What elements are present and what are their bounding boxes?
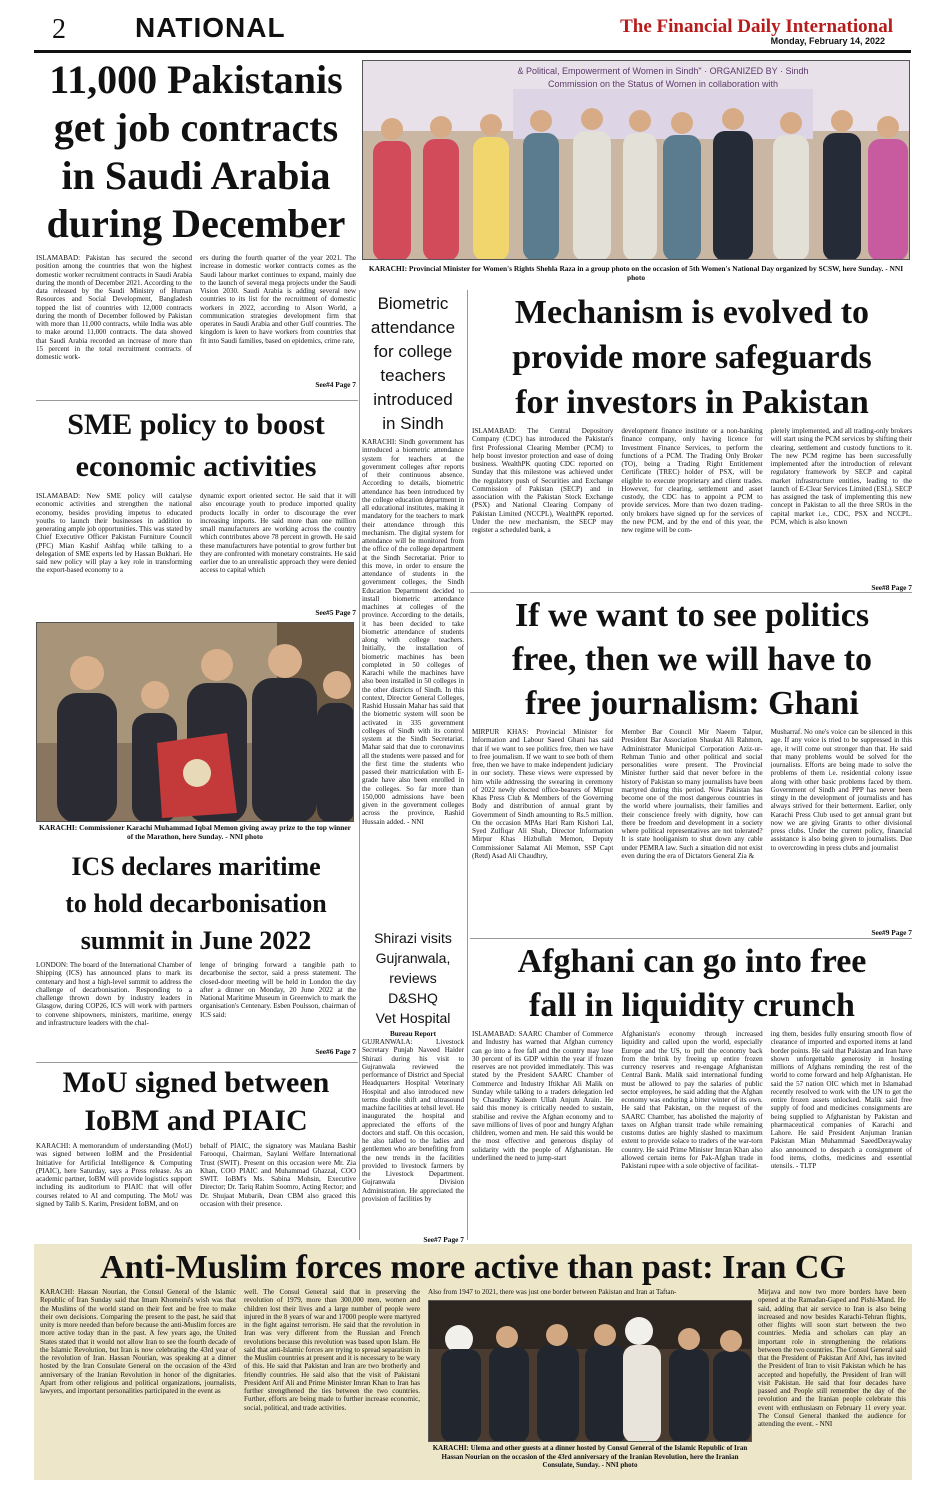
article-shirazi [362, 928, 464, 1244]
section-title: NATIONAL [135, 12, 286, 43]
article-free-journalism [472, 594, 912, 938]
continued-link[interactable]: See#9 Page 7 [871, 928, 912, 937]
article-body: pletely implemented, and all trading-only brokers will start using the PCM services by shifting their clearing, settlement and custody functions to it. The new PCM regime has been successfully implemented after the introduction of relevant regulatory framework by SECP and capital market infrastructure entities, leading to the launch of E-Clear Services Limited (ESL). SECP has assigned the task of implementing this new concept in Pakistan to all the three SROs in the capital market i.e., CDC, PSX and NCCPL. PCM, which is also known [770, 427, 912, 526]
article-body: Mirjava and now two more borders have been opened at the Ramadan-Gaped and Pishi-Mand. He said, adding that air service to Iran is also being increased and now besides Karachi-Tehran flights, other flights will soon start between the two countries. Media and scholars can play an important role in strengthening the relations between the two countries. The Consul General said that the President of Pakistan Arif Alvi, has invited the President of Iran to visit Pakistan which he has accepted and hopefully, the President of Iran will visit Pakistan. He said that four decades have passed and People still remember the day of the revolution and the Iranian people celebrate this event with enthusiasm on February 11 every year. The Consul General thanked the audience for attending the event. - NNI [758, 1288, 906, 1428]
article-body: Also from 1947 to 2021, there was just one border between Pakistan and Iran at Taftan- [428, 1288, 677, 1296]
continued-link[interactable]: See#6 Page 7 [315, 1047, 356, 1056]
photo-iran-dinner [428, 1300, 752, 1442]
article-body: LONDON: The board of the International Chamber of Shipping (ICS) has announced plans to mark its centenary and host a high-level summit to address the challenge of decarbonisation. Responding to a challenge thrown down by industry leaders in Glasgow, during COP26, ICS will work with partners to convene shipowners, ministers, maritime, energy and infrastructure leaders with the chal- [36, 961, 192, 1027]
article-body: KARACHI: A memorandum of understanding (MoU) was signed between IoBM and the Presidential Initiative for Artificial Intelligence & Computing (PIAIC), here Saturday, says a Press release. As an academic partner, IoBM will provide logistics support including its auditorium to PIAIC that will offer courses related to AI and computing. The MoU was signed by Talib S. Karim, President IoBM, and on [36, 1142, 192, 1208]
article-body: development finance institute or a non-banking finance company, only having licence for Investment Finance Services, to perform the functions of a PCM. The Trading Only Broker (TO), being a Trading Right Entitlement Certificate (TREC) holder of PSX, will be eligible to execute proprietary and client trades. However, for clearing, settlement and asset custody, the CDC has to appoint a PCM to provide services. More than two dozen trading-only brokers have signed up for the services of the new PCM, and by the end of this year, the new regime will be com- [621, 427, 763, 534]
photo-caption: KARACHI: Ulema and other guests at a dinner hosted by Consul General of the Islamic Republic of Iran Hassan Nourian on the occasion of the 43rd anniversary of the Iranian Revolution, here the Iranian Consulate, Sunday. - NNI photo [432, 1444, 748, 1469]
headline: SME policy to boost economic activities [67, 408, 325, 483]
photo-womens-day [362, 60, 910, 260]
article-iran-cg [34, 1244, 912, 1480]
photo-image [429, 1301, 752, 1442]
article-mou-iobm [36, 1064, 356, 1240]
continued-link[interactable]: See#7 Page 7 [423, 1235, 464, 1244]
article-biometric [362, 292, 464, 922]
article-investor-safeguards [472, 290, 912, 593]
photo-banner-text: & Political, Empowerment of Women in Sindh" · ORGANIZED BY · Sindh Commission on the Status of Women in collaboration with [517, 66, 809, 89]
article-ics-maritime [36, 848, 356, 1057]
article-body: MIRPUR KHAS: Provincial Minister for Information and Labour Saeed Ghani has said that if we want to see politics free, then we have to free journalism. If we want to see both of them free, then we have to make independent judiciary in our society. These views were expressed by him while addressing the swearing in ceremony of 2022 newly elected office-bearers of Mirpur Khas Press Club & Members of the Governing Body and distribution of annual grant by Government of Sindh amounting to Rs.5 million. On the occasion MPAs Hari Ram Kishori Lal, Syed Zulfiqar Ali Shah, Director Information Mirpur Khas Hizbullah Memon, Deputy Commissioner Salamat Ali Memon, SSP Capt (Retd) Asad Ali Chaudhry, [472, 728, 614, 860]
page-number: 2 [52, 14, 66, 45]
headline: ICS declares maritime to hold decarbonisation summit in June 2022 [65, 852, 327, 955]
article-body: ISLAMABAD: New SME policy will catalyse economic activities and strengthen the national economy, besides providing impetus to educated youths to launch their businesses in addition to generating ample job opportunities. This was stated by Chief Executive Officer Pakistan Furniture Council (PFC) Mian Kashif Ashfaq while talking to a delegation of SME experts led by Hassan Bukhari. He said new policy will play a key role in transforming the export-based economy to a [36, 492, 192, 575]
article-body: ISLAMABAD: The Central Depository Company (CDC) has introduced the Pakistan's first Professional Clearing Member (PCM) to help boost investor protection and ease of doing business. WealthPK quoting CDC reported on Sunday that this milestone was achieved under the regulatory push of Securities and Exchange Commission of Pakistan (SECP) and in association with the Pakistan Stock Exchange (PSX) and National Clearing Company of Pakistan Limited (NCCPL), WealthPK reported. Under the new mechanism, the SECP may register a scheduled bank, a [472, 427, 614, 534]
article-body: Musharraf. No one's voice can be silenced in this age. If any voice is tried to be suppressed in this age, it will come out stronger than that. He said that many problems would be solved for the journalists. Efforts are being made to solve the problems of them i.e. residential colony issue along with other basic problems faced by them. Government of Sindh and PPP has never been stingy in the development of journalists and has always strived for their betterment. Earlier, only Karachi Press Club used to get annual grant but now we are giving Grants to other divisional press clubs. Under the current policy, financial assistance is also being given to journalists. Due to overcrowding in press clubs and journalist [770, 728, 912, 852]
headline: MoU signed between IoBM and PIAIC [62, 1066, 330, 1137]
paper-date: Monday, February 14, 2022 [770, 36, 885, 46]
article-body: ers during the fourth quarter of the year 2021. The increase in domestic worker contracts comes as the Saudi labour market continues to expand, mainly due to the launch of several mega projects under the Saudi Vision 2030. Saudi Arabia is adding several new countries to its list for the recruitment of domestic workers in 2022, according to Alson World, a communication strategies development firm that operates in Saudi Arabia and other Gulf countries. The kingdom is keen to have workers from countries that fit into Saudi families, based on epidemics, crime rate, [200, 254, 356, 345]
headline: Shirazi visits Gujranwala, reviews D&SHQ Vet Hospital [374, 930, 452, 1026]
article-body: ISLAMABAD: SAARC Chamber of Commerce and Industry has warned that Afghan currency can go into a free fall and the country may lose 30 percent of its GDP within the year if frozen reserves are not provided immediately. This was stated by the President SAARC Chamber of Commerce and Industry Iftikhar Ali Malik on Sunday while talking to a traders delegation led by Chaudhry Kaleem Ullah Anjum Arain. He said this money is critically needed to sustain, stabilise and revive the Afghan economy and to save millions of lives of poor and hungry Afghan children, women and men. He said this would be the most effective and generous display of solidarity with the people of Afghanistan. He underlined the need to jump-start [472, 1030, 614, 1162]
article-body: dynamic export oriented sector. He said that it will also encourage youth to produce imported quality products locally in order to discourage the ever increasing imports. He said more than one million small manufacturers are working across the country which contributes above 78 percent in growth. He said these manufacturers have potential to grow further but they are confronted with monetary constraints. He said earlier due to an unrealistic approach they were denied access to capital which [200, 492, 356, 575]
paper-masthead: The Financial Daily International [620, 16, 893, 37]
article-body: ing them, besides fully ensuring smooth flow of clearance of imported and exported items at land border points. He said that Pakistan and Iran have shown unforgettable generosity in hosting millions of Afghans reminding the rest of the world to come forward and help Afghanistan. He said the 57 nation OIC which met in Islamabad recently resolved to work with the UN to get the entire frozen assets unlocked. Malik said free supply of food and medicines consignments are being supplied to Afghanistan by Pakistan and pharmaceutical companies of Karachi and Lahore. He said President Anjuman Iranian Pakistan Mian Muhammad SaeedDeraywalay also announced to despatch a consignment of food items, cloths, medicines and essential utensils. - TLTP [770, 1030, 912, 1170]
article-body: Afghanistan's economy through increased liquidity and called upon the world, especially Europe and the US, to pull the economy back from the brink by freeing up entire frozen currency reserves and re-engage Afghanistan Central Bank. Malik said international funding must be allowed to pay the salaries of public sector employees, he said adding that the Afghan economy was enduring a bitter winter of its own. He said that Pakistan, on the request of the SAARC Chamber, has abolished the majority of taxes on Afghan transit trade while remaining customs duties are highly slashed to maximum extent to provide solace to traders of the war-torn country. He said Prime Minister Imran Khan also allowed certain items for Pak-Afghan trade in Pakistani rupee with a sole objective of facilitat- [621, 1030, 763, 1170]
article-body: well. The Consul General said that in preserving the revolution of 1979, more than 300,000 men, women and children lost their lives and a large number of people were injured in the 8 years of war and 17000 people were martyred in the fight against terrorism. He said that the revolution in Iran was very different from the Russian and French revolutions because this revolution was based upon Islam. He said that anti-Islamic forces are trying to spread separatism in the Muslim countries at present and it is necessary to be wary of this. He said that Pakistan and Iran are two brotherly and friendly countries. He said also that the visit of Pakistani President Arif Ali and Prime Minister Imran Khan to Iran has further strengthened the ties between the two countries. Further, efforts are being made to further increase economic, social, political, and trade activities. [244, 1288, 420, 1412]
article-body: ISLAMABAD: Pakistan has secured the second position among the countries that won the highest domestic worker recruitment contracts in Saudi Arabia during the month of December 2021. According to the data released by the Saudi Ministry of Human Resources and Social Development, Bangladesh topped the list of countries with 12,000 contracts during the month of December followed by Pakistan with more than 11,000 contracts, while India was able to make around 11,000 contracts. The data showed that Saudi Arabia recorded an increase of more than 15 percent in the total recruitment contracts of domestic work- [36, 254, 192, 361]
photo-image [37, 623, 354, 822]
headline: Biometric attendance for college teachers introduced in Sindh [370, 294, 456, 433]
article-body: GUJRANWALA: Livestock Secretary Punjab Naveed Haider Shirazi during his visit to Gujranwala reviewed the performance of District and Special Headquarters Hospital Veterinary Hospital and also introduced new terms double shift and ultrasound machine facilities at tehsil level. He inaugurated the hospital and appreciated the efforts of the doctors and staff. On this occasion, he also talked to the ladies and gentlemen who are benefiting from the new trends in the facilities provided to livestock farmers by the Livestock Department. Gujranwala Division Administration. He appreciated the provision of facilities by [362, 1038, 464, 1203]
headline: Mechanism is evolved to provide more safeguards for investors in Pakistan [512, 294, 872, 421]
headline: Afghani can go into free fall in liquidity crunch [517, 943, 867, 1024]
byline: Bureau Report [390, 1030, 436, 1038]
headline: Anti-Muslim forces more active than past: Iran CG [100, 1249, 846, 1286]
article-afghani [472, 940, 912, 1238]
article-body: behalf of PIAIC, the signatory was Maulana Bashir Farooqui, Chairman, Saylani Welfare International Trust (SWIT). Present on this occasion were Mr. Zia Khan, COO PIAIC and Muhammad Ghazzal, COO SWIT. IoBM's Ms. Sabina Mohsin, Executive Director; Dr. Tariq Rahim Soomro, Acting Rector; and Dr. Shujaat Mubarik, Dean CBM also graced this occasion with their presence. [200, 1142, 356, 1208]
article-body: lenge of bringing forward a tangible path to decarbonise the sector, said a press statement. The closed-door meeting will be held in London the day after a dinner on Monday, 20 June 2022 at the National Maritime Museum in Greenwich to mark the organisation's Centenary. Esben Poulsson, chairman of ICS said: [200, 961, 356, 1019]
header-rule [34, 50, 911, 53]
photo-marathon [36, 622, 354, 822]
continued-link[interactable]: See#5 Page 7 [315, 608, 356, 617]
article-sme-policy [36, 404, 356, 618]
photo-caption: KARACHI: Commissioner Karachi Muhammad Iqbal Memon giving away prize to the top winner of the Marathon, here Sunday. - NNI photo [39, 823, 351, 841]
article-saudi-jobs [36, 56, 356, 390]
headline: 11,000 Pakistanis get job contracts in Saudi Arabia during December [46, 57, 346, 246]
article-body: KARACHI: Hassan Nourian, the Consul General of the Islamic Republic of Iran Sunday said that Imam Khomeini's wish was that the Muslims of the world stand on their feet and be free to make their own decisions. Comparing the present to the past, he said that unity is more needed than before because the anti-Muslim forces are more active today than in the past. A few years ago, the United States stated that it would not allow Iran to see the fourth decade of the Islamic Revolution, but Iran is now celebrating the 43rd year of the revolution of Iran. Hassan Nourian, was speaking at a dinner hosted by the Iran Consulate General on the occasion of the 43rd anniversary of the Iranian Revolution in honor of the dignitaries. Apart from other religious and political organizations, journalists, lawyers, and important personalities participated in the event as [40, 1288, 236, 1395]
continued-link[interactable]: See#8 Page 7 [871, 583, 912, 592]
article-body: KARACHI: Sindh government has introduced a biometric attendance system for teachers at the government colleges after reports of their continuous absence. According to details, biometric attendance has been introduced by the college education department in all educational institutes, making it mandatory for the teachers to mark their attendance through this mechanism. The digital system for attendance will be monitored from the office of the college department at the Sindh Secretariat. Prior to this move, in order to ensure the attendance of students in the government colleges, the Sindh Education Department decided to install biometric attendance machines at colleges of the province. According to the details, it has been decided to take biometric attendance of students along with college teachers. Initially, the installation of biometric machines has been completed in 50 colleges of Karachi while the machines have also been installed in 50 colleges in the other districts of Sindh. In this context, Director General Colleges, Rashid Hussain Mahar has said that the biometric system will soon be activated in 335 government colleges of Sindh with its control system at the Sindh Secretariat. Mahar said that due to coronavirus all the students were passed and for the first time the students who passed their matriculation with E-grade have also been enrolled in the colleges. So far more than 150,000 admissions have been given in the government colleges across the province, Rashid Hussain added. - NNI [362, 438, 464, 826]
article-body: Member Bar Council Mir Naeem Talpur, President Bar Association Shaukat Ali Rahmon, Administrator Municipal Corporation Aziz-ur-Rehman Tunio and other political and social personalities were present. The Provincial Minister further said that never before in the history of Pakistan so many journalists have been martyred during this period. Now Pakistan has become one of the most dangerous countries in the world where journalists, their families and their conscience freely with dignity, how can there be freedom and development in a society where political representatives are not tolerated? It is state hooliganism to shut down any cable under PEMRA law. Such a situation did not exist even during the era of Dictators General Zia & [621, 728, 763, 860]
headline: If we want to see politics free, then we will have to free journalism: Ghani [511, 597, 873, 722]
photo-caption: KARACHI: Provincial Minister for Women's Rights Shehla Raza in a group photo on the occasion of 5th Women's National Day organized by SCSW, here Sunday. - NNI photo [368, 264, 904, 282]
continued-link[interactable]: See#4 Page 7 [315, 380, 356, 389]
